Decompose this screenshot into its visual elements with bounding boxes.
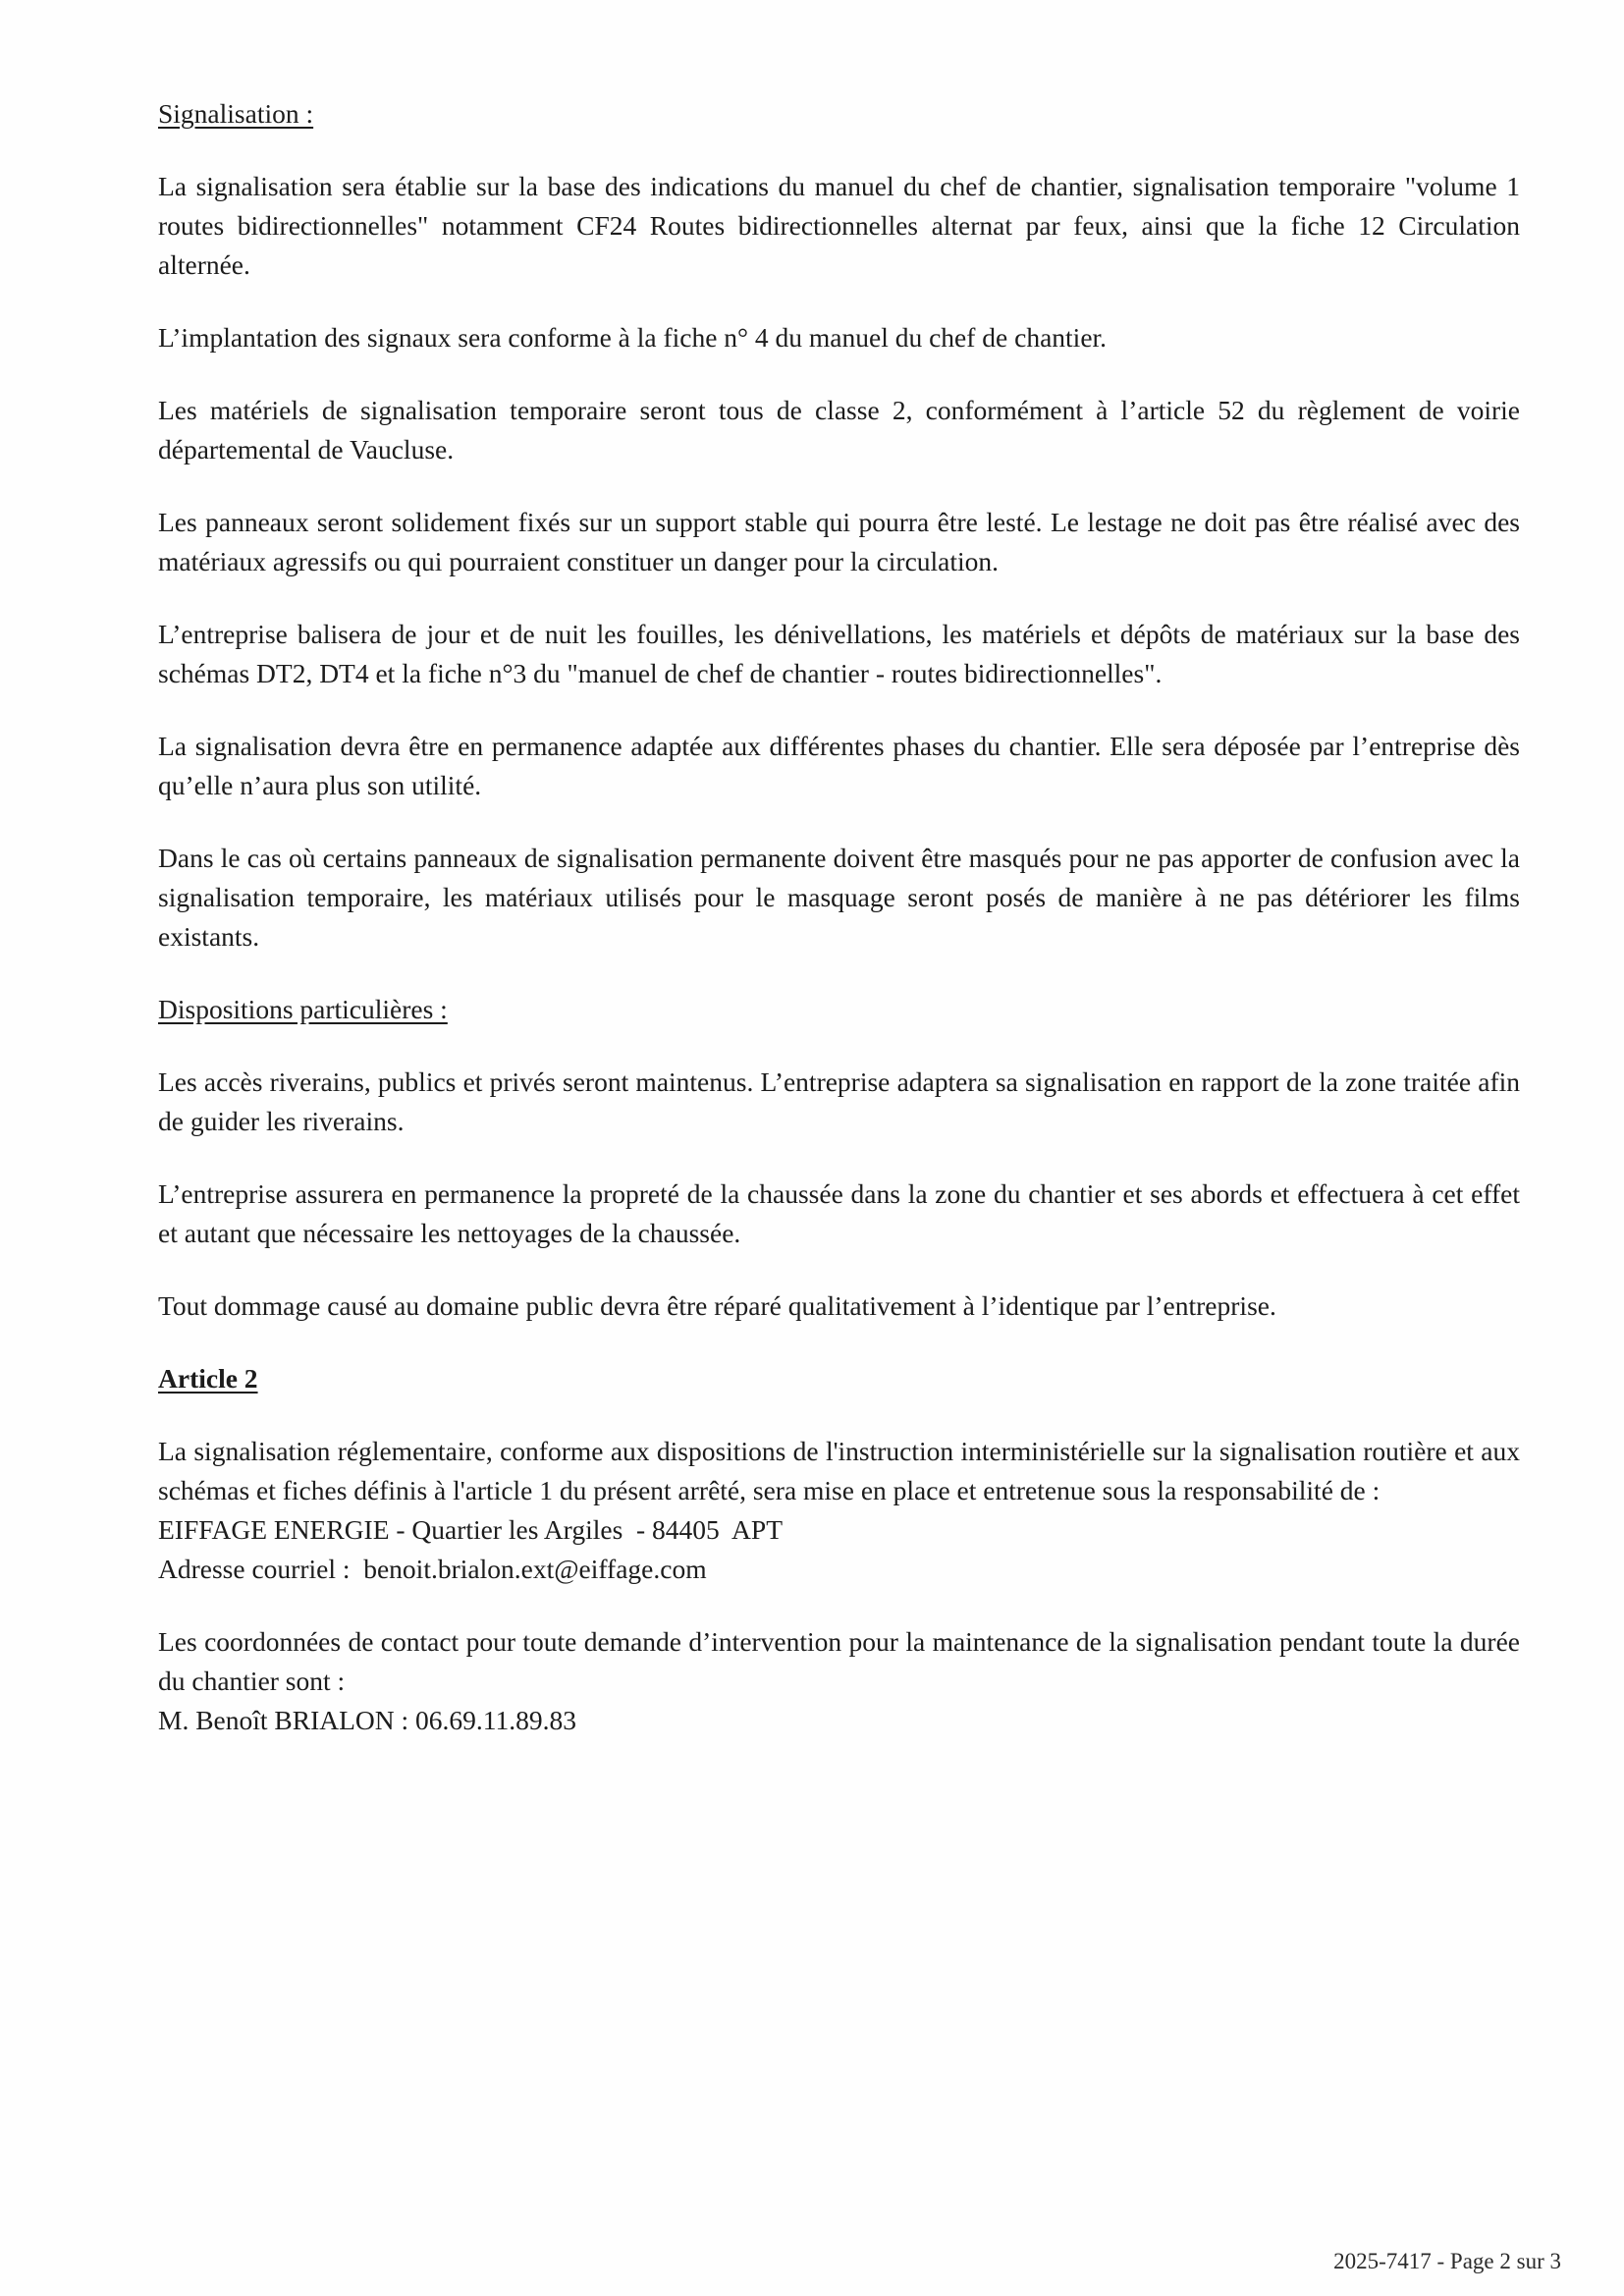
heading-article-2: Article 2 [158,1363,258,1394]
heading-dispositions-particulieres: Dispositions particulières : [158,994,448,1024]
company-address: EIFFAGE ENERGIE - Quartier les Argiles - 84405 APT [158,1514,783,1545]
paragraph: L’implantation des signaux sera conforme à la fiche n° 4 du manuel du chef de chantier. [158,322,1108,353]
document-body [158,94,1520,1774]
email-address: Adresse courriel : benoit.brialon.ext@eiffage.com [158,1554,707,1584]
heading-signalisation: Signalisation : [158,98,314,129]
article-2-contact-block [158,1622,1520,1740]
contact-person: M. Benoît BRIALON : 06.69.11.89.83 [158,1705,576,1735]
paragraph: La signalisation devra être en permanence adaptée aux différentes phases du chantier. Elle sera déposée par l’entreprise dès qu’elle n’aura plus son utilité. [158,731,1520,800]
paragraph: La signalisation sera établie sur la base des indications du manuel du chef de chantier, signalisation temporaire "volume 1 routes bidirectionnelles" notamment CF24 Routes bidirectionnelles alternat par feux, ainsi que la fiche 12 Circulation alternée. [158,171,1520,280]
article-2-intro: La signalisation réglementaire, conforme aux dispositions de l'instruction interministérielle sur la signalisation routière et aux schémas et fiches définis à l'article 1 du présent arrêté, sera mise en place et entretenue sous la responsabilité de : [158,1436,1520,1505]
page-footer-reference: 2025-7417 - Page 2 sur 3 [1333,2249,1561,2273]
paragraph: Tout dommage causé au domaine public devra être réparé qualitativement à l’identique par l’entreprise. [158,1290,1276,1321]
paragraph: Les accès riverains, publics et privés seront maintenus. L’entreprise adaptera sa signalisation en rapport de la zone traitée afin de guider les riverains. [158,1066,1520,1136]
contact-intro: Les coordonnées de contact pour toute demande d’intervention pour la maintenance de la signalisation pendant toute la durée du chantier sont : [158,1626,1520,1696]
paragraph: Dans le cas où certains panneaux de signalisation permanente doivent être masqués pour ne pas apporter de confusion avec la signalisation temporaire, les matériaux utilisés pour le masquage seront posés de manière à ne pas détériorer les films existants. [158,843,1520,952]
paragraph: Les matériels de signalisation temporaire seront tous de classe 2, conformément à l’article 52 du règlement de voirie départemental de Vaucluse. [158,395,1520,465]
paragraph: L’entreprise balisera de jour et de nuit les fouilles, les dénivellations, les matériels et dépôts de matériaux sur la base des schémas DT2, DT4 et la fiche n°3 du "manuel de chef de chantier - routes bidirectionnelles". [158,619,1520,688]
article-2-responsibility-block [158,1432,1520,1589]
paragraph: L’entreprise assurera en permanence la propreté de la chaussée dans la zone du chantier et ses abords et effectuera à cet effet et autant que nécessaire les nettoyages de la chaussée. [158,1178,1520,1248]
paragraph: Les panneaux seront solidement fixés sur un support stable qui pourra être lesté. Le lestage ne doit pas être réalisé avec des matériaux agressifs ou qui pourraient constituer un danger pour la circulation. [158,507,1520,576]
